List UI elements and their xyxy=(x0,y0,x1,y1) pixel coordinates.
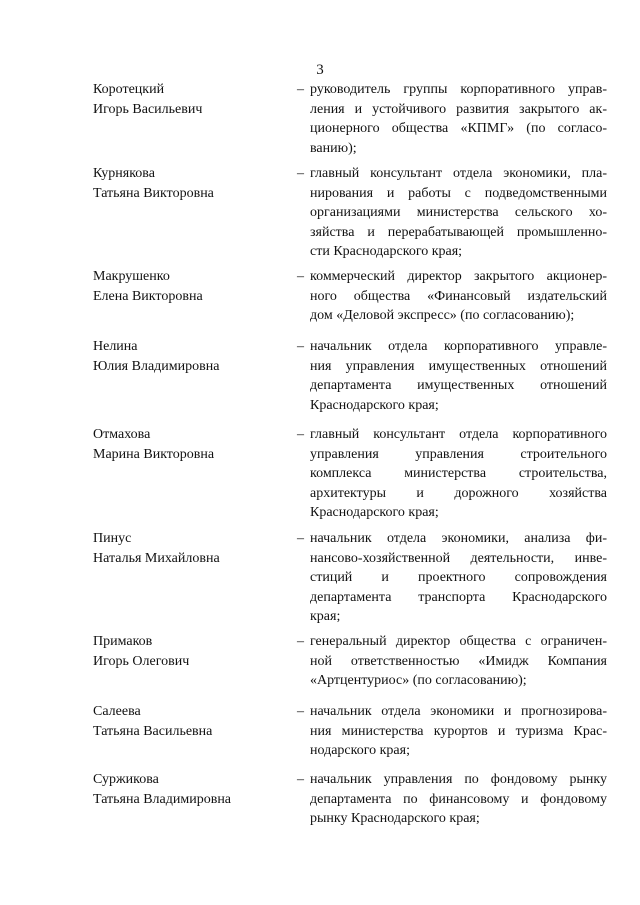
position-line: ного общества «Финансовый издательский xyxy=(310,288,607,304)
member-given-names: Татьяна Викторовна xyxy=(93,185,214,201)
position-line: «Артцентуриос» (по согласованию); xyxy=(310,673,527,688)
position-line: Краснодарского края; xyxy=(310,505,439,520)
dash-separator: – xyxy=(297,166,304,181)
position-line: рынку Краснодарского края; xyxy=(310,811,480,826)
position-line: начальник отдела экономики и прогнозирова- xyxy=(310,704,607,719)
member-surname: Коротецкий xyxy=(93,82,165,97)
member-given-names: Марина Викторовна xyxy=(93,446,215,462)
position-line: зяйства и перерабатывающей промышленно- xyxy=(310,224,607,240)
position-line: ния министерства курортов и туризма Крас- xyxy=(310,723,607,739)
member-surname: Примаков xyxy=(93,634,153,649)
position-line: департамента транспорта Краснодарского xyxy=(310,589,607,605)
member-position xyxy=(310,529,607,627)
member-given-names: Татьяна Васильевна xyxy=(93,723,213,739)
member-name xyxy=(93,702,283,741)
position-line: нирования и работы с подведомственными xyxy=(310,185,607,201)
member-name xyxy=(93,770,283,809)
member-surname: Салеева xyxy=(93,704,141,719)
member-position xyxy=(310,770,607,829)
member-position xyxy=(310,80,607,158)
dash-separator: – xyxy=(297,772,304,787)
position-line: департамента по финансовому и фондовому xyxy=(310,791,607,807)
position-line: ной ответственностью «Имидж Компания xyxy=(310,653,607,669)
member-given-names: Наталья Михайловна xyxy=(93,550,220,566)
dash-separator: – xyxy=(297,704,304,719)
position-line: начальник отдела экономики, анализа фи- xyxy=(310,531,607,546)
member-given-names: Игорь Васильевич xyxy=(93,101,203,117)
member-name xyxy=(93,632,283,671)
member-name xyxy=(93,267,283,306)
position-line: коммерческий директор закрытого акционер- xyxy=(310,269,607,284)
position-line: главный консультант отдела корпоративного xyxy=(310,427,607,442)
position-line: начальник управления по фондовому рынку xyxy=(310,772,607,787)
dash-separator: – xyxy=(297,269,304,284)
position-line: нансово-хозяйственной деятельности, инве- xyxy=(310,550,607,566)
position-line: руководитель группы корпоративного управ- xyxy=(310,82,607,97)
dash-separator: – xyxy=(297,82,304,97)
member-given-names: Игорь Олегович xyxy=(93,653,190,669)
position-line: дом «Деловой экспресс» (по согласованию); xyxy=(310,308,575,323)
position-line: архитектуры и дорожного хозяйства xyxy=(310,485,607,501)
position-line: организациями министерства сельского хо- xyxy=(310,205,607,220)
dash-separator: – xyxy=(297,427,304,442)
position-line: нодарского края; xyxy=(310,743,410,758)
member-position xyxy=(310,267,607,326)
member-given-names: Татьяна Владимировна xyxy=(93,791,232,807)
member-position xyxy=(310,164,607,262)
position-line: начальник отдела корпоративного управле- xyxy=(310,339,607,354)
position-line: ванию); xyxy=(310,140,357,156)
member-name xyxy=(93,164,283,203)
position-line: края; xyxy=(310,609,341,624)
member-given-names: Юлия Владимировна xyxy=(93,358,220,374)
position-line: стиций и проектного сопровождения xyxy=(310,570,607,585)
dash-separator: – xyxy=(297,339,304,354)
member-name xyxy=(93,337,283,376)
position-line: генеральный директор общества с ограничен- xyxy=(310,634,607,649)
position-line: ционерного общества «КПМГ» (по согласо- xyxy=(310,121,607,136)
member-name xyxy=(93,80,283,119)
member-position xyxy=(310,702,607,761)
member-surname: Пинус xyxy=(93,531,132,546)
position-line: департамента имущественных отношений xyxy=(310,378,607,393)
member-surname: Курнякова xyxy=(93,166,155,181)
member-name xyxy=(93,425,283,464)
member-surname: Нелина xyxy=(93,339,138,354)
member-position xyxy=(310,632,607,691)
position-line: управления управления строительного xyxy=(310,446,607,462)
member-given-names: Елена Викторовна xyxy=(93,288,203,304)
dash-separator: – xyxy=(297,634,304,649)
page-number: 3 xyxy=(316,62,324,78)
position-line: Краснодарского края; xyxy=(310,397,439,413)
position-line: ния управления имущественных отношений xyxy=(310,358,607,374)
member-position xyxy=(310,425,607,523)
member-surname: Макрушенко xyxy=(93,269,170,284)
position-line: главный консультант отдела экономики, пла- xyxy=(310,166,607,181)
position-line: сти Краснодарского края; xyxy=(310,244,463,259)
member-surname: Отмахова xyxy=(93,427,151,442)
position-line: комплекса министерства строительства, xyxy=(310,466,607,481)
member-position xyxy=(310,337,607,415)
position-line: ления и устойчивого развития закрытого ак- xyxy=(310,101,607,117)
dash-separator: – xyxy=(297,531,304,546)
member-surname: Суржикова xyxy=(93,772,159,787)
member-name xyxy=(93,529,283,568)
